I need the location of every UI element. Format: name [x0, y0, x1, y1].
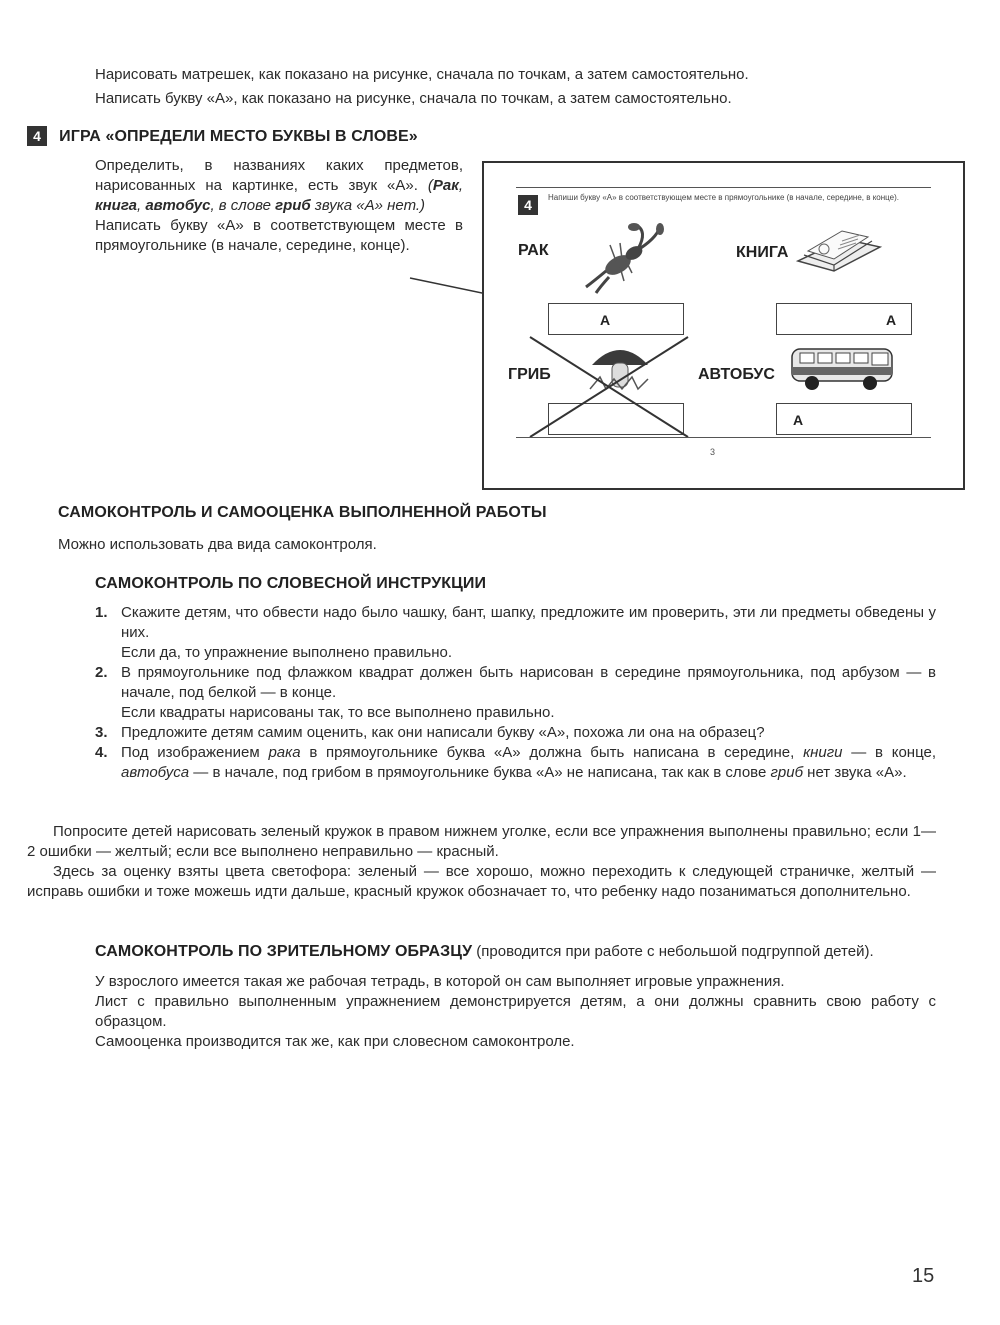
selfcontrol-heading: САМОКОНТРОЛЬ И САМООЦЕНКА ВЫПОЛНЕННОЙ РАБОТЫ: [58, 504, 547, 521]
list-item: 2. В прямоугольнике под флажком квадрат должен быть нарисован в середине прямоугольника, под арбузом — в начале, под белкой — в конце. Если квадраты нарисованы так, то все выполнено правильно.: [95, 664, 936, 721]
crayfish-image: [576, 221, 666, 295]
list-item: 1. Скажите детям, что обвести надо было чашку, бант, шапку, предложите им проверить, эти ли предметы обведены у них. Если да, то упражнение выполнено правильно.: [95, 604, 936, 661]
section-4-text: [95, 156, 463, 256]
intro-line-2: Написать букву «А», как показано на рисунке, сначала по точкам, а затем самостоятельно.: [95, 90, 732, 107]
section-4-header: [27, 126, 418, 147]
figure-badge: 4: [518, 195, 538, 215]
traffic-light-text: [27, 822, 936, 902]
answer-box-kniga: А: [776, 303, 912, 335]
figure-instruction: Напиши букву «А» в соответствующем месте в прямоугольнике (в начале, середине, в конце).: [548, 193, 900, 202]
word-grib: ГРИБ: [508, 366, 551, 383]
book-image: [794, 221, 884, 281]
visual-note: (проводится при работе с небольшой подгруппой детей).: [472, 943, 874, 960]
answer-box-avtobus: А: [776, 403, 912, 435]
visual-paragraph-3: Самооценка производится так же, как при словесном самоконтроле.: [95, 1033, 575, 1050]
visual-heading: САМОКОНТРОЛЬ ПО ЗРИТЕЛЬНОМУ ОБРАЗЦУ: [95, 943, 473, 960]
verbal-list: [95, 603, 936, 783]
figure-bottom-rule: [516, 437, 931, 438]
list-item: 4. Под изображением рака в прямоугольнике буква «А» должна быть написана в середине, книги — в конце, автобуса — в начале, под грибом в прямоугольнике буква «А» не написана, так как в слове гриб нет звука «А».: [95, 744, 937, 781]
verbal-heading: САМОКОНТРОЛЬ ПО СЛОВЕСНОЙ ИНСТРУКЦИИ: [95, 575, 487, 592]
word-avtobus: АВТОБУС: [698, 366, 775, 383]
workbook-figure: [482, 161, 965, 490]
visual-paragraph-2: Лист с правильно выполненным упражнением демонстрируется детям, а они должны сравнить свою работу с образцом.: [95, 993, 936, 1030]
intro-line-1: Нарисовать матрешек, как показано на рисунке, сначала по точкам, а затем самостоятельно.: [95, 66, 749, 83]
figure-top-rule: [516, 187, 931, 188]
visual-text: [95, 972, 936, 1052]
paragraph-green-circle: Попросите детей нарисовать зеленый кружок в правом нижнем уголке, если все упражнения выполнены правильно; если 1—2 ошибки — желтый; если все выполнено неправильно — красный.: [27, 823, 936, 860]
word-rak: РАК: [518, 242, 549, 259]
word-kniga: КНИГА: [736, 244, 789, 261]
visual-paragraph-1: У взрослого имеется такая же рабочая тетрадь, в которой он сам выполняет игровые упражнения.: [95, 973, 785, 990]
answer-box-rak: А: [548, 303, 684, 335]
selfcontrol-intro: Можно использовать два вида самоконтроля.: [58, 536, 377, 553]
section-4-paragraph-1: Определить, в названиях каких предметов, нарисованных на картинке, есть звук «А». (Рак, книга, автобус, в слове гриб звука «А» нет.): [95, 157, 464, 214]
bus-image: [790, 341, 898, 395]
paragraph-traffic-colors: Здесь за оценку взяты цвета светофора: зеленый — все хорошо, можно переходить к следующей страничке, желтый — исправь ошибки и тоже можешь идти дальше, красный кружок обозначает то, что ребенку надо позаниматься дополнительно.: [27, 863, 936, 900]
section-4-paragraph-2: Написать букву «А» в соответствующем месте в прямоугольнике (в начале, середине, конце).: [95, 217, 463, 254]
section-number-badge: 4: [27, 126, 47, 146]
section-4-title: ИГРА «ОПРЕДЕЛИ МЕСТО БУКВЫ В СЛОВЕ»: [59, 128, 418, 145]
list-item: 3. Предложите детям самим оценить, как они написали букву «А», похожа ли она на образец?: [95, 724, 765, 741]
figure-page-number: 3: [710, 447, 716, 457]
page-number: 15: [912, 1265, 935, 1287]
visual-heading-line: [95, 942, 955, 962]
cross-out-mark: [524, 331, 694, 443]
